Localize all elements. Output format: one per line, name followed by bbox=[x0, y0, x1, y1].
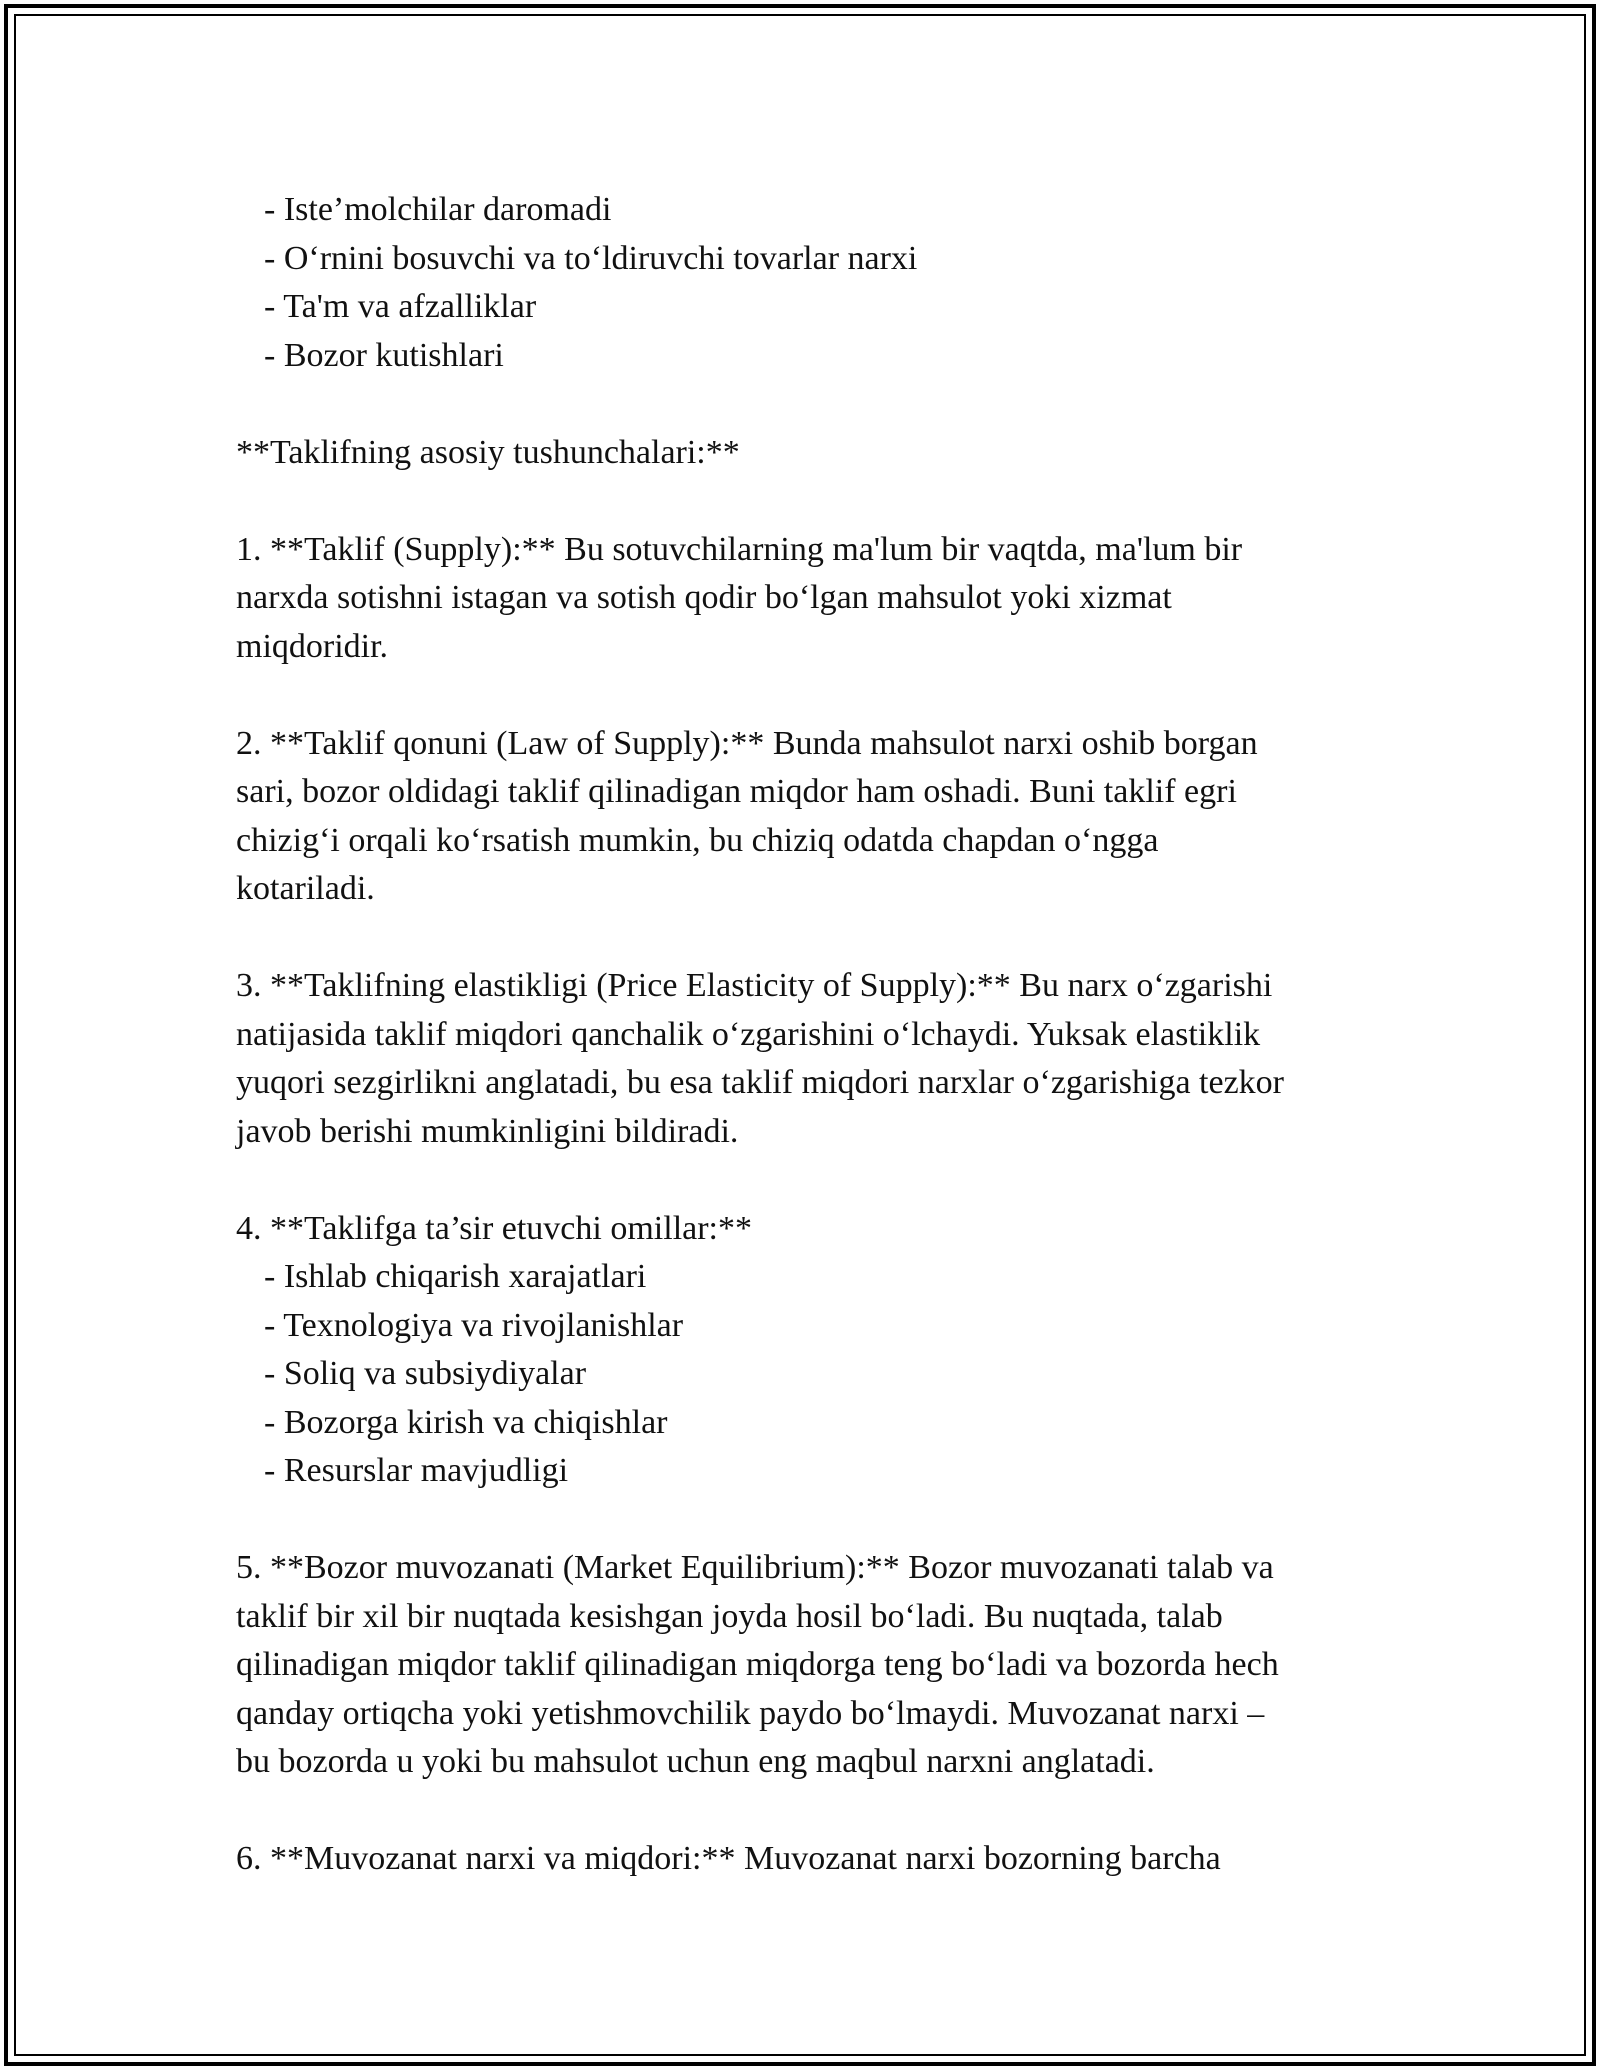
paragraph-factors bbox=[236, 1205, 1416, 1496]
paragraph-line: javob berishi mumkinligini bildiradi. bbox=[236, 1112, 739, 1150]
paragraph-law-of-supply bbox=[236, 720, 1416, 914]
paragraph-line: chizig‘i orqali ko‘rsatish mumkin, bu chiziq odatda chapdan o‘ngga bbox=[236, 821, 1159, 859]
paragraph-line: 3. **Taklifning elastikligi (Price Elasticity of Supply):** Bu narx o‘zgarishi bbox=[236, 967, 1273, 1004]
paragraph-line: 6. **Muvozanat narxi va miqdori:** Muvozanat narxi bozorning barcha bbox=[236, 1840, 1221, 1877]
spacer bbox=[236, 671, 1416, 720]
paragraph-line: miqdoridir. bbox=[236, 627, 389, 665]
spacer bbox=[236, 1787, 1416, 1836]
paragraph-line: qilinadigan miqdor taklif qilinadigan miqdorga teng bo‘ladi va bozorda hech bbox=[236, 1646, 1279, 1683]
paragraph-equilibrium bbox=[236, 1544, 1416, 1787]
paragraph-line: 5. **Bozor muvozanati (Market Equilibrium):** Bozor muvozanati talab va bbox=[236, 1549, 1274, 1586]
list-item: - Soliq va subsiydiyalar bbox=[264, 1355, 587, 1392]
paragraph-equilibrium-price bbox=[236, 1835, 1416, 1884]
paragraph-line: bu bozorda u yoki bu mahsulot uchun eng maqbul narxni anglatadi. bbox=[236, 1743, 1155, 1780]
list-item: - O‘rnini bosuvchi va to‘ldiruvchi tovarlar narxi bbox=[264, 239, 918, 277]
paragraph-line: taklif bir xil bir nuqtada kesishgan joyda hosil bo‘ladi. Bu nuqtada, talab bbox=[236, 1597, 1223, 1635]
paragraph-line: kotariladi. bbox=[236, 870, 375, 907]
list-item: - Bozor kutishlari bbox=[264, 336, 504, 374]
paragraph-elasticity bbox=[236, 962, 1416, 1156]
spacer bbox=[236, 914, 1416, 963]
paragraph-line: yuqori sezgirlikni anglatadi, bu esa taklif miqdori narxlar o‘zgarishiga tezkor bbox=[236, 1064, 1284, 1101]
list-item: - Ta'm va afzalliklar bbox=[264, 288, 537, 325]
spacer bbox=[236, 477, 1416, 526]
paragraph-line: 2. **Taklif qonuni (Law of Supply):** Bunda mahsulot narxi oshib borgan bbox=[236, 724, 1258, 762]
document-body bbox=[236, 186, 1416, 1884]
paragraph-line: 4. **Taklifga ta’sir etuvchi omillar:** bbox=[236, 1209, 752, 1247]
paragraph-line: qanday ortiqcha yoki yetishmovchilik paydo bo‘lmaydi. Muvozanat narxi – bbox=[236, 1694, 1265, 1732]
paragraph-supply bbox=[236, 526, 1416, 672]
top-bullet-list bbox=[236, 186, 1416, 380]
section-heading: **Taklifning asosiy tushunchalari:** bbox=[236, 433, 740, 471]
list-item: - Iste’molchilar daromadi bbox=[264, 191, 612, 228]
paragraph-line: narxda sotishni istagan va sotish qodir bo‘lgan mahsulot yoki xizmat bbox=[236, 579, 1172, 616]
spacer bbox=[236, 1156, 1416, 1205]
paragraph-line: sari, bozor oldidagi taklif qilinadigan miqdor ham oshadi. Buni taklif egri bbox=[236, 773, 1237, 810]
list-item: - Bozorga kirish va chiqishlar bbox=[264, 1403, 668, 1441]
spacer bbox=[236, 1496, 1416, 1545]
list-item: - Resurslar mavjudligi bbox=[264, 1452, 569, 1489]
spacer bbox=[236, 380, 1416, 429]
paragraph-line: 1. **Taklif (Supply):** Bu sotuvchilarning ma'lum bir vaqtda, ma'lum bir bbox=[236, 530, 1243, 568]
list-item: - Texnologiya va rivojlanishlar bbox=[264, 1306, 684, 1344]
paragraph-line: natijasida taklif miqdori qanchalik o‘zgarishini o‘lchaydi. Yuksak elastiklik bbox=[236, 1015, 1261, 1053]
list-item: - Ishlab chiqarish xarajatlari bbox=[264, 1258, 647, 1295]
